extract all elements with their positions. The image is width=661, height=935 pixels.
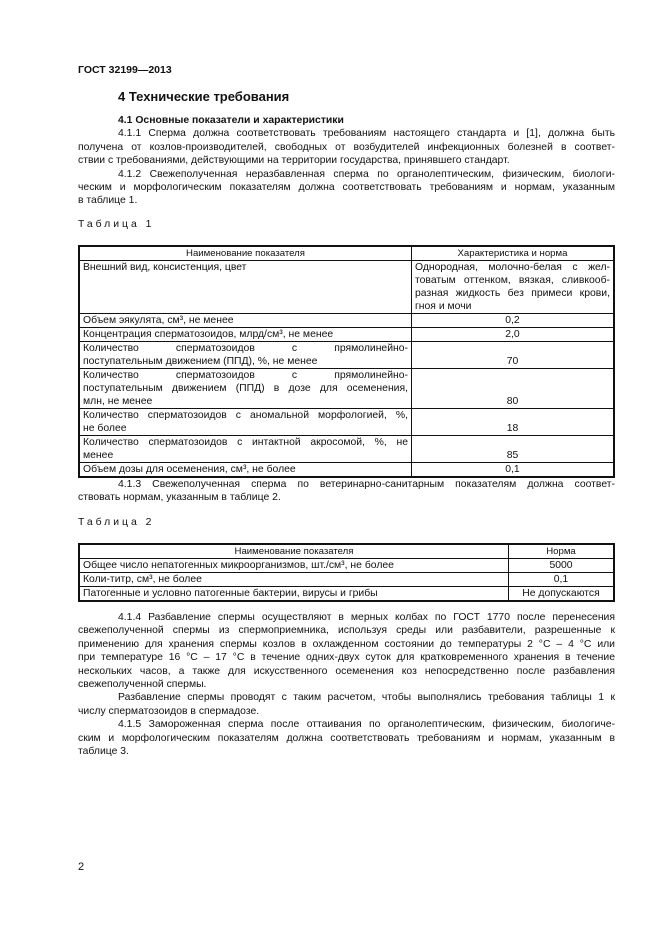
text-line: 4.1.5 Замороженная сперма после оттаивания по органолептическим, физическим, биологиче-	[118, 719, 615, 731]
indicator-value-cell: 18	[412, 409, 615, 436]
indicator-value-cell	[412, 261, 615, 314]
indicator-name-cell	[79, 314, 412, 328]
cell-line: Объем эякулята, см³, не менее	[83, 315, 234, 326]
indicator-name-cell	[79, 369, 412, 409]
indicator-name-cell	[79, 342, 412, 369]
indicator-value-cell: 2,0	[412, 328, 615, 342]
text-line: ским и морфологическим показателям должна соответствовать требованиям и нормам, указанным в	[78, 732, 615, 744]
indicator-value-cell: 0,1	[509, 573, 615, 587]
cell-line: Количество сперматозоидов с прямолинейно-	[83, 370, 408, 381]
text-line: свежеполученной спермы из спермоприемника, используя среды или разбавители, разрешенные к	[78, 625, 615, 637]
text-line: применению для хранения спермы козлов в охлажденном состоянии до температуры 2 °С – 4 °С или	[78, 638, 615, 650]
indicator-value-cell: 0,1	[412, 463, 615, 478]
paragraphs-bottom	[78, 611, 615, 758]
cell-line: Объем дозы для осеменения, см³, не более	[83, 464, 296, 475]
paragraphs-top	[78, 114, 615, 208]
indicator-value-cell: 80	[412, 369, 615, 409]
text-line: 4.1.4 Разбавление спермы осуществляют в мерных колбах по ГОСТ 1770 после перенесения	[118, 612, 615, 623]
table-row	[79, 369, 614, 409]
indicator-name-cell	[79, 409, 412, 436]
table2-header-value: Норма	[509, 544, 615, 559]
table-row	[79, 342, 614, 369]
indicator-value-cell: Не допускаются	[509, 587, 615, 602]
table1-header-name: Наименование показателя	[79, 246, 412, 261]
indicator-name-cell: Коли-титр, см³, не более	[79, 573, 509, 587]
indicator-name-cell: Общее число непатогенных микроорганизмов, шт./см³, не более	[79, 559, 509, 573]
text-line: при температуре 16 °С – 17 °С в течение одних-двух суток для кратковременного хранения в течение	[78, 652, 615, 664]
cell-line: поступательным движением (ППД), %, не менее	[83, 356, 318, 367]
cell-line: Количество сперматозоидов с прямолинейно-	[83, 343, 408, 354]
text-line: 4.1.3 Свежеполученная сперма по ветеринарно-санитарным показателям должна соответ-	[118, 479, 615, 490]
cell-line: товатым оттенком, вязкая, сливкооб-	[415, 275, 610, 286]
indicator-value-cell: 0,2	[412, 314, 615, 328]
table-row	[79, 409, 614, 436]
table1-caption: Таблица 1	[78, 219, 155, 230]
text-line: 4.1 Основные показатели и характеристики	[118, 115, 344, 126]
cell-line: Внешний вид, консистенция, цвет	[83, 262, 247, 273]
text-line: получена от козлов-производителей, свободных от возбудителей инфекционных болезней в соответ-	[78, 141, 615, 153]
indicator-value-cell: 85	[412, 436, 615, 463]
table-row	[79, 587, 614, 602]
text-line: Разбавление спермы проводят с таким расчетом, чтобы выполнялись требования таблицы 1 к	[118, 692, 615, 704]
table-row	[79, 314, 614, 328]
text-line: 4.1.1 Сперма должна соответствовать требованиям настоящего стандарта и [1], должна быть	[118, 128, 615, 140]
text-line: ствовать нормам, указанным в таблице 2.	[78, 492, 281, 504]
text-line: в таблице 1.	[78, 195, 138, 207]
table-row	[79, 261, 614, 314]
table-1	[78, 245, 615, 478]
text-line: свежеполученной спермы.	[78, 678, 207, 690]
text-line: 4.1.2 Свежеполученная неразбавленная сперма по органолептическим, физическим, биологи-	[118, 168, 615, 180]
paragraphs-mid	[78, 478, 615, 505]
text-line: таблице 3.	[78, 745, 129, 757]
table-row	[79, 573, 614, 587]
table-row	[79, 328, 614, 342]
indicator-value-cell: 5000	[509, 559, 615, 573]
indicator-name-cell: Патогенные и условно патогенные бактерии, вирусы и грибы	[79, 587, 509, 602]
page-number: 2	[78, 861, 85, 873]
cell-line: Количество сперматозоидов с аномальной морфологией, %,	[83, 410, 408, 421]
cell-line: Количество сперматозоидов с интактной акросомой, %, не	[83, 437, 408, 448]
cell-line: Концентрация сперматозоидов, млрд/см³, не менее	[83, 329, 334, 340]
table-row	[79, 559, 614, 573]
table-2	[78, 543, 615, 602]
table-row	[79, 463, 614, 478]
table2-caption: Таблица 2	[78, 517, 155, 528]
table-row	[79, 436, 614, 463]
indicator-name-cell	[79, 328, 412, 342]
cell-line: Однородная, молочно-белая с жел-	[415, 262, 610, 273]
indicator-name-cell	[79, 436, 412, 463]
cell-line: разная жидкость без примеси крови,	[415, 288, 610, 299]
section-title: 4 Технические требования	[118, 89, 290, 104]
cell-line: поступательным движением (ППД) в дозе для осеменения,	[83, 383, 408, 394]
table1-header-value: Характеристика и норма	[412, 246, 615, 261]
table2-header-name: Наименование показателя	[79, 544, 509, 559]
text-line: ческим и морфологическим показателям должна соответствовать требованиям и нормам, указанным	[78, 181, 615, 193]
indicator-name-cell	[79, 261, 412, 314]
cell-line: не более	[83, 423, 127, 434]
text-line: нескольких часов, а также для искусственного осеменения коз непосредственно после разбавления	[78, 665, 615, 677]
cell-line: гноя и мочи	[415, 301, 472, 312]
indicator-name-cell	[79, 463, 412, 478]
text-line: ствии с требованиями, действующими на территории государства, принявшего стандарт.	[78, 155, 510, 167]
text-line: числу сперматозоидов в спермадозе.	[78, 705, 260, 717]
document-header: ГОСТ 32199—2013	[78, 64, 172, 76]
cell-line: менее	[83, 450, 114, 461]
cell-line: млн, не менее	[83, 396, 153, 407]
indicator-value-cell: 70	[412, 342, 615, 369]
